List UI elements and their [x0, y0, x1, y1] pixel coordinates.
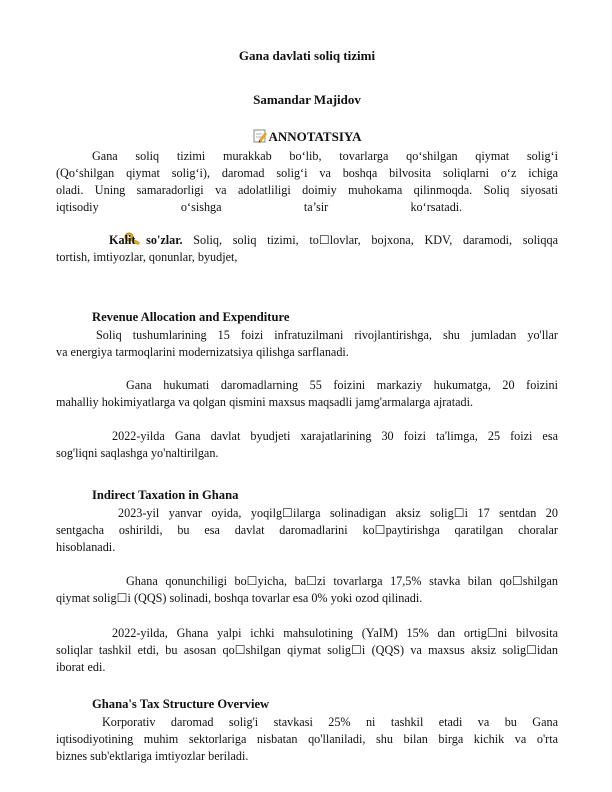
key-icon [90, 232, 108, 246]
annotation-line-1: Gana soliq tizimi murakkab bo‘lib, tovarlarga qo‘shilgan qiymat solig‘i [92, 149, 558, 163]
keywords-text-1: Soliq, soliq tizimi, to☐lovlar, bojxona, KDV, daramodi, soliqqa [182, 233, 558, 247]
document-title: Gana davlati soliq tizimi [238, 48, 376, 63]
paragraph-line: iqtisodiyotining muhim sektorlariga nisbatan qo'llaniladi, shu bilan birga kichik va o'rta [56, 732, 558, 746]
paragraph-line: sog'liqni saqlashga yo'naltirilgan. [56, 446, 219, 460]
paragraph-line: biznes sub'ektlariga imtiyozlar beriladi. [56, 749, 249, 763]
section-heading-tax-structure: Ghana's Tax Structure Overview [92, 697, 270, 711]
paragraph-line: 2022-yilda, Ghana yalpi ichki mahsulotining (YaIM) 15% dan ortig☐ni bilvosita [112, 626, 558, 640]
annotation-line-4: iqtisodiy o‘sishga ta’sir ko‘rsatadi. [56, 200, 463, 214]
section-heading-indirect-taxation: Indirect Taxation in Ghana [92, 488, 239, 502]
keywords-label: Kalit so'zlar. [109, 233, 183, 247]
paragraph-line: sentgacha oshirildi, bu esa davlat daromadlarini ko☐paytirishga qaratilgan choralar [56, 523, 558, 537]
keywords-line-2: tortish, imtiyozlar, qonunlar, byudjet, [56, 250, 238, 264]
pencil-icon [253, 129, 268, 143]
paragraph-line: Korporativ daromad solig'i stavkasi 25% ni tashkil etadi va bu Gana [102, 715, 558, 729]
paragraph-line: Soliq tushumlarining 15 foizi infratuzilmani rivojlantirishga, shu jumladan yo'llar [96, 328, 558, 342]
paragraph-line: hisoblanadi. [56, 540, 116, 554]
paragraph-line: qiymat solig☐i (QQS) solinadi, boshqa tovarlar esa 0% yoki ozod qilinadi. [56, 591, 423, 605]
keywords-line-1 [56, 232, 558, 249]
section-heading-revenue: Revenue Allocation and Expenditure [92, 310, 290, 324]
annotation-heading: ANNOTATSIYA [268, 129, 362, 144]
paragraph-line: iborat edi. [56, 660, 106, 674]
paragraph-line: va energiya tarmoqlarini modernizatsiya qilishga sarflanadi. [56, 345, 349, 359]
annotation-heading-row [56, 129, 558, 145]
annotation-line-3: oladi. Uning samaradorligi va adolatliligi doimiy muhokama qilinmoqda. Soliq siyosati [56, 183, 558, 197]
paragraph-line: 2023-yil yanvar oyida, yoqilg☐ilarga solinadigan aksiz solig☐i 17 sentdan 20 [118, 506, 558, 520]
paragraph-line: soliqlar tashkil etdi, bu asosan qo☐shilgan qiymat solig☐i (QQS) va maxsus aksiz solig☐idan [56, 643, 558, 657]
paragraph-line: Gana hukumati daromadlarning 55 foizini markaziy hukumatga, 20 foizini [126, 378, 558, 392]
author-name: Samandar Majidov [253, 92, 361, 107]
paragraph-line: 2022-yilda Gana davlat byudjeti xarajatlarining 30 foizi ta'limga, 25 foizi esa [112, 429, 558, 443]
paragraph-line: mahalliy hokimiyatlarga va qolgan qismini maxsus maqsadli jamg'armalarga ajratadi. [56, 395, 474, 409]
paragraph-line: Ghana qonunchiligi bo☐yicha, ba☐zi tovarlarga 17,5% stavka bilan qo☐shilgan [126, 574, 558, 588]
annotation-line-2: (Qo‘shilgan qiymat solig‘i), daromad solig‘i va boshqa bilvosita soliqlarni o‘z ichiga [56, 166, 558, 180]
